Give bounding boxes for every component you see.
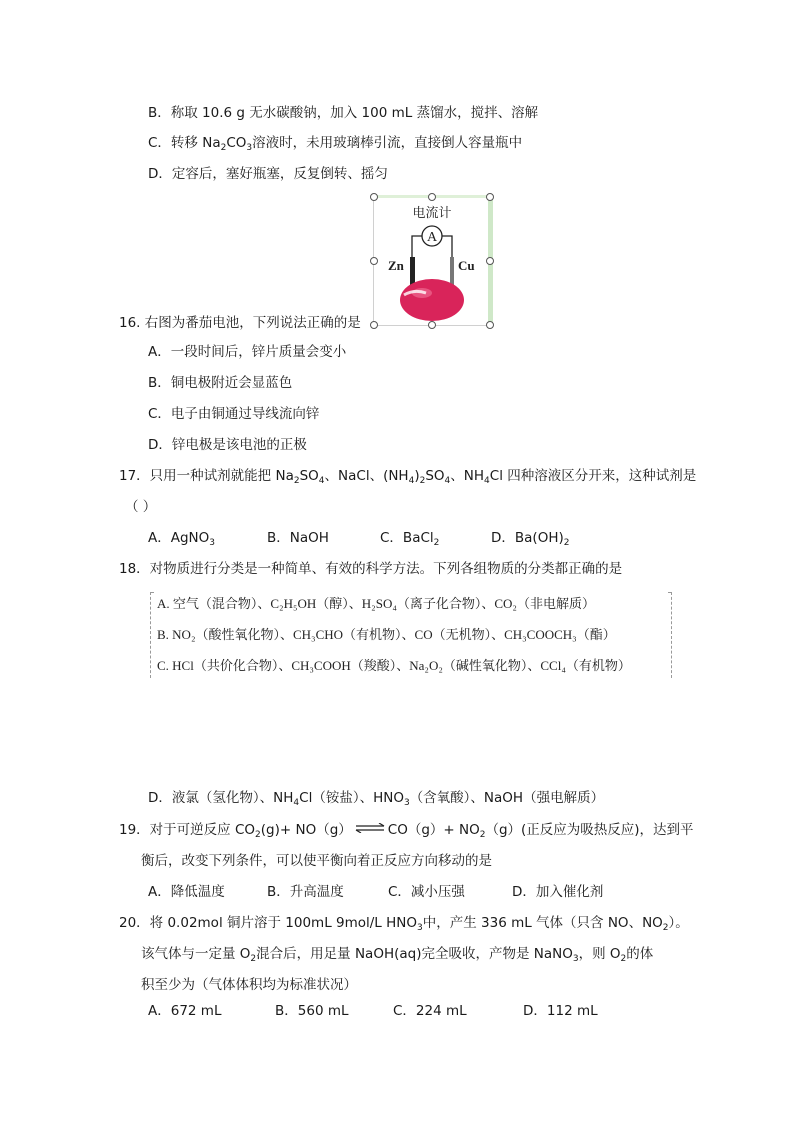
q16-stem: 16. 右图为番茄电池，下列说法正确的是 [119, 315, 361, 331]
q18-option-c: C. HCl（共价化合物）、CH₃COOH（羧酸）、Na₂O₂（碱性氧化物）、CCl₄（有机物） [157, 658, 631, 673]
q20-option-b: B．560 mL [275, 1003, 349, 1019]
zn-label: Zn [388, 258, 404, 273]
resize-handle-s[interactable] [428, 321, 436, 329]
q17-option-c: C．BaCl$_2$ [380, 530, 440, 548]
equilibrium-arrow-icon [355, 823, 385, 833]
galvanometer-label: 电流计 [412, 206, 452, 221]
q16-option-c: C．电子由铜通过导线流向锌 [148, 406, 320, 422]
q20-option-c: C．224 mL [393, 1003, 467, 1019]
q17-answer-paren: （ ） [125, 499, 157, 515]
ammeter-symbol: A [426, 230, 438, 245]
resize-handle-w[interactable] [370, 257, 378, 265]
resize-handle-e[interactable] [486, 257, 494, 265]
q19-option-c: C．减小压强 [388, 884, 465, 900]
zn-electrode [410, 257, 415, 287]
q17-stem: 17．只用一种试剂就能把 $Na_2SO_4$、NaCl、$(NH_4)_2SO_4$、$NH_4Cl$ 四种溶液区分开来，这种试剂是 [119, 468, 697, 486]
q15-option-b: B．称取 10.6 g 无水碳酸钠，加入 100 mL 蒸馏水，搅拌、溶解 [148, 105, 539, 121]
q17-option-d: D．$Ba(OH)_2$ [491, 530, 570, 548]
tomato-battery-figure[interactable] [373, 196, 491, 326]
q19-stem: 19．对于可逆反应 $CO_2(g)+ NO(g)$ $CO(g)+ NO_2(g)$(正反应为吸热反应)，达到平 [119, 822, 694, 840]
q20-option-a: A．672 mL [148, 1003, 222, 1019]
q20-option-d: D．112 mL [523, 1003, 598, 1019]
cu-label: Cu [458, 258, 475, 273]
q18-stem: 18．对物质进行分类是一种简单、有效的科学方法。下列各组物质的分类都正确的是 [119, 561, 623, 577]
q17-option-b: B．NaOH [267, 530, 329, 546]
q18-option-a: A. 空气（混合物）、C₂H₅OH（醇）、H₂SO₄（离子化合物）、CO₂（非电解质） [157, 596, 595, 611]
q18-options-box [150, 592, 672, 678]
q18-option-b: B. NO₂（酸性氧化物）、CH₃CHO（有机物）、CO（无机物）、CH₃COOCH₃（酯） [157, 627, 616, 642]
q18-option-d: D．液氯（氢化物）、$NH_4Cl$（铵盐）、$HNO_3$（含氧酸）、NaOH（强电解质） [148, 790, 605, 808]
q16-option-a: A．一段时间后，锌片质量会变小 [148, 344, 347, 360]
q19-option-b: B．升高温度 [267, 884, 344, 900]
q19-option-a: A．降低温度 [148, 884, 225, 900]
q19-option-d: D．加入催化剂 [512, 884, 604, 900]
resize-handle-ne[interactable] [486, 193, 494, 201]
tomato-battery-diagram [374, 197, 490, 325]
q17-option-a: A．AgNO$_3$ [148, 530, 215, 548]
q16-option-d: D．锌电极是该电池的正极 [148, 437, 307, 453]
tomato-shape [400, 279, 464, 321]
resize-handle-n[interactable] [428, 193, 436, 201]
q15-option-c: C．转移 $Na_2CO_3$溶液时，未用玻璃棒引流，直接倒人容量瓶中 [148, 135, 523, 153]
q19-stem-line2: 衡后，改变下列条件，可以使平衡向着正反应方向移动的是 [141, 853, 492, 869]
q15-option-d: D．定容后，塞好瓶塞，反复倒转、摇匀 [148, 166, 388, 182]
q20-stem-line2: 该气体与一定量 $O_2$混合后，用足量 NaOH(aq)完全吸收，产物是 NaNO$_3$，则 $O_2$的体 [141, 946, 654, 964]
q16-option-b: B．铜电极附近会显蓝色 [148, 375, 293, 391]
resize-handle-nw[interactable] [370, 193, 378, 201]
resize-handle-se[interactable] [486, 321, 494, 329]
q20-stem-line3: 积至少为（气体体积均为标准状况） [141, 977, 357, 993]
q20-stem-line1: 20．将 0.02mol 铜片溶于 100mL 9mol/L $HNO_3$中，产生 336 mL 气体（只含 NO、$NO_2$）。 [119, 915, 689, 933]
resize-handle-sw[interactable] [370, 321, 378, 329]
cu-electrode [450, 257, 454, 287]
